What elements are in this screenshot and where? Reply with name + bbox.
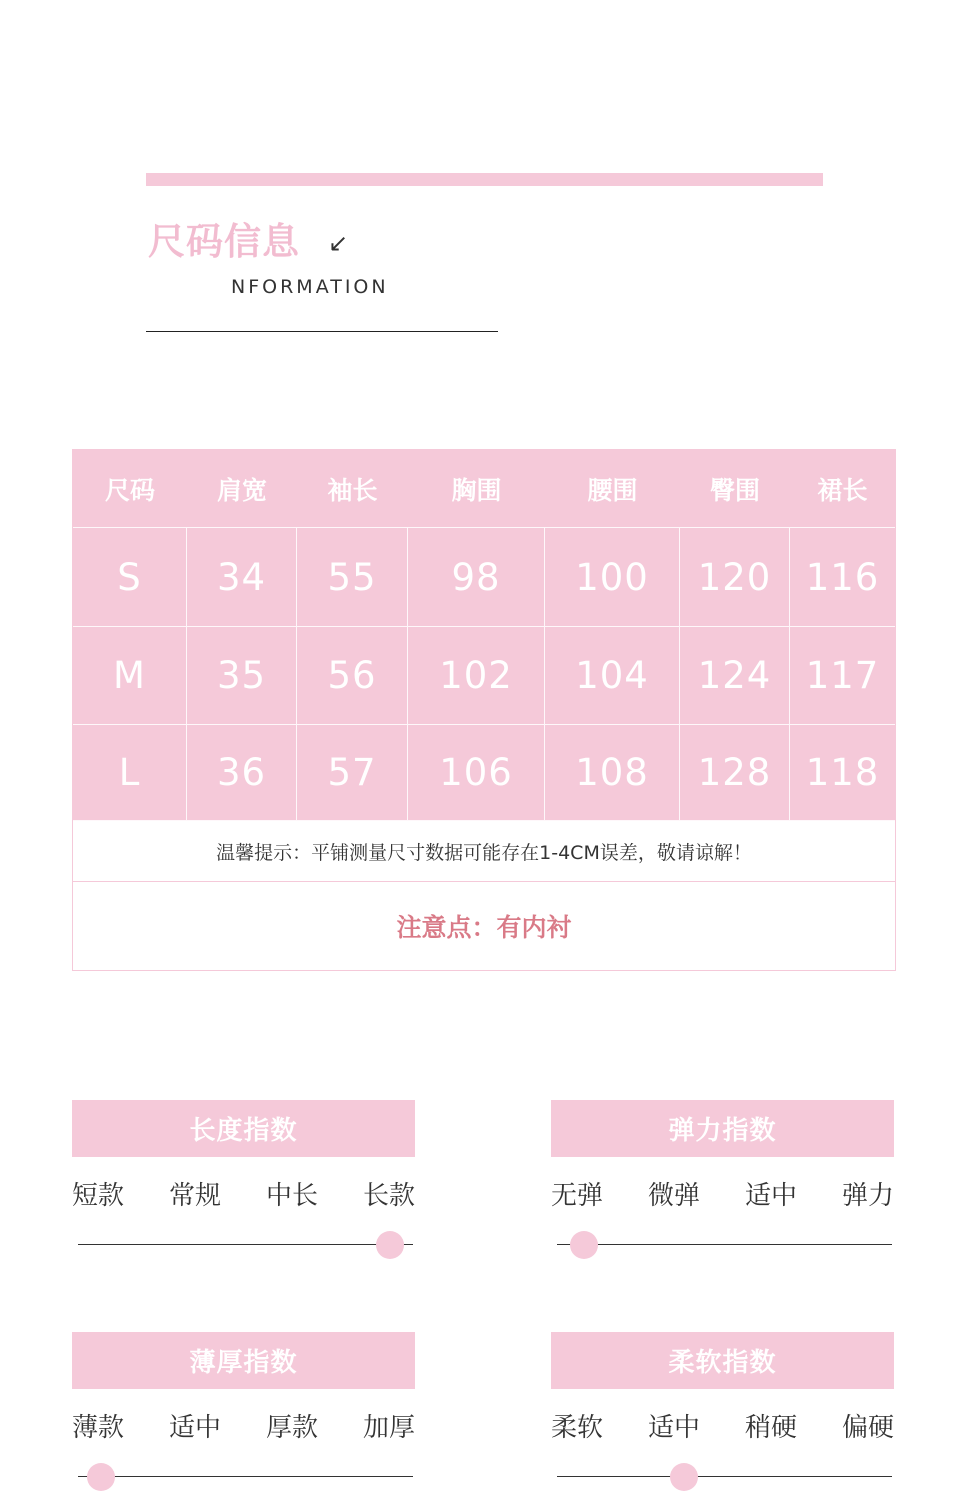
table-cell: 56 [297, 627, 408, 725]
softness-index-track [557, 1476, 892, 1477]
elasticity-index-track [557, 1244, 892, 1245]
size-label-cell: L [73, 725, 187, 821]
index-label: 加厚 [362, 1413, 415, 1443]
length-index-labels [72, 1179, 415, 1213]
elasticity-index-block [551, 1100, 894, 1220]
table-cell: 34 [187, 528, 297, 627]
table-header-cell: 肩宽 [187, 450, 297, 528]
arrow-down-left-icon: ↙ [328, 229, 349, 257]
table-cell: 55 [297, 528, 408, 627]
index-label: 常规 [168, 1181, 221, 1211]
table-cell: 124 [680, 627, 790, 725]
index-label: 微弹 [647, 1181, 700, 1211]
softness-index-title: 柔软指数 [551, 1332, 894, 1389]
index-label: 短款 [72, 1181, 125, 1211]
table-cell: 98 [408, 528, 545, 627]
index-label: 柔软 [551, 1413, 604, 1443]
table-cell: 102 [408, 627, 545, 725]
index-label: 偏硬 [841, 1413, 894, 1443]
table-cell: 116 [790, 528, 895, 627]
index-label: 无弹 [551, 1181, 604, 1211]
attention-note: 注意点：有内衬 [396, 913, 572, 942]
top-decor-bar [146, 173, 823, 186]
table-header-cell: 袖长 [297, 450, 408, 528]
section-subtitle: NFORMATION [231, 276, 389, 298]
table-cell: 36 [187, 725, 297, 821]
size-label-cell: S [73, 528, 187, 627]
index-label: 弹力 [841, 1181, 894, 1211]
table-cell: 35 [187, 627, 297, 725]
table-header-cell: 臀围 [680, 450, 790, 528]
length-index-track [78, 1244, 413, 1245]
thickness-index-block [72, 1332, 415, 1452]
elasticity-index-title: 弹力指数 [551, 1100, 894, 1157]
softness-index-block [551, 1332, 894, 1452]
table-header-cell: 尺码 [73, 450, 187, 528]
index-label: 长款 [362, 1181, 415, 1211]
size-table [72, 449, 896, 971]
length-index-marker [376, 1231, 404, 1259]
size-grid [73, 450, 895, 821]
thickness-index-track [78, 1476, 413, 1477]
index-label: 薄款 [72, 1413, 125, 1443]
table-cell: 120 [680, 528, 790, 627]
index-label: 适中 [647, 1413, 700, 1443]
table-cell: 104 [545, 627, 680, 725]
table-cell: 57 [297, 725, 408, 821]
index-label: 适中 [744, 1181, 797, 1211]
table-header-cell: 裙长 [790, 450, 895, 528]
table-cell: 117 [790, 627, 895, 725]
table-cell: 118 [790, 725, 895, 821]
section-title: 尺码信息 [148, 220, 300, 263]
table-cell: 128 [680, 725, 790, 821]
table-cell: 100 [545, 528, 680, 627]
softness-index-marker [670, 1463, 698, 1491]
index-label: 厚款 [265, 1413, 318, 1443]
table-cell: 106 [408, 725, 545, 821]
table-cell: 108 [545, 725, 680, 821]
index-label: 中长 [265, 1181, 318, 1211]
title-underline [146, 331, 498, 332]
thickness-index-marker [87, 1463, 115, 1491]
thickness-index-labels [72, 1411, 415, 1445]
table-header-cell: 胸围 [408, 450, 545, 528]
length-index-block [72, 1100, 415, 1220]
thickness-index-title: 薄厚指数 [72, 1332, 415, 1389]
length-index-title: 长度指数 [72, 1100, 415, 1157]
measurement-notice: 温馨提示：平铺测量尺寸数据可能存在1-4CM误差，敬请谅解！ [73, 821, 895, 882]
softness-index-labels [551, 1411, 894, 1445]
index-label: 稍硬 [744, 1413, 797, 1443]
elasticity-index-labels [551, 1179, 894, 1213]
elasticity-index-marker [570, 1231, 598, 1259]
index-label: 适中 [168, 1413, 221, 1443]
table-header-cell: 腰围 [545, 450, 680, 528]
size-label-cell: M [73, 627, 187, 725]
